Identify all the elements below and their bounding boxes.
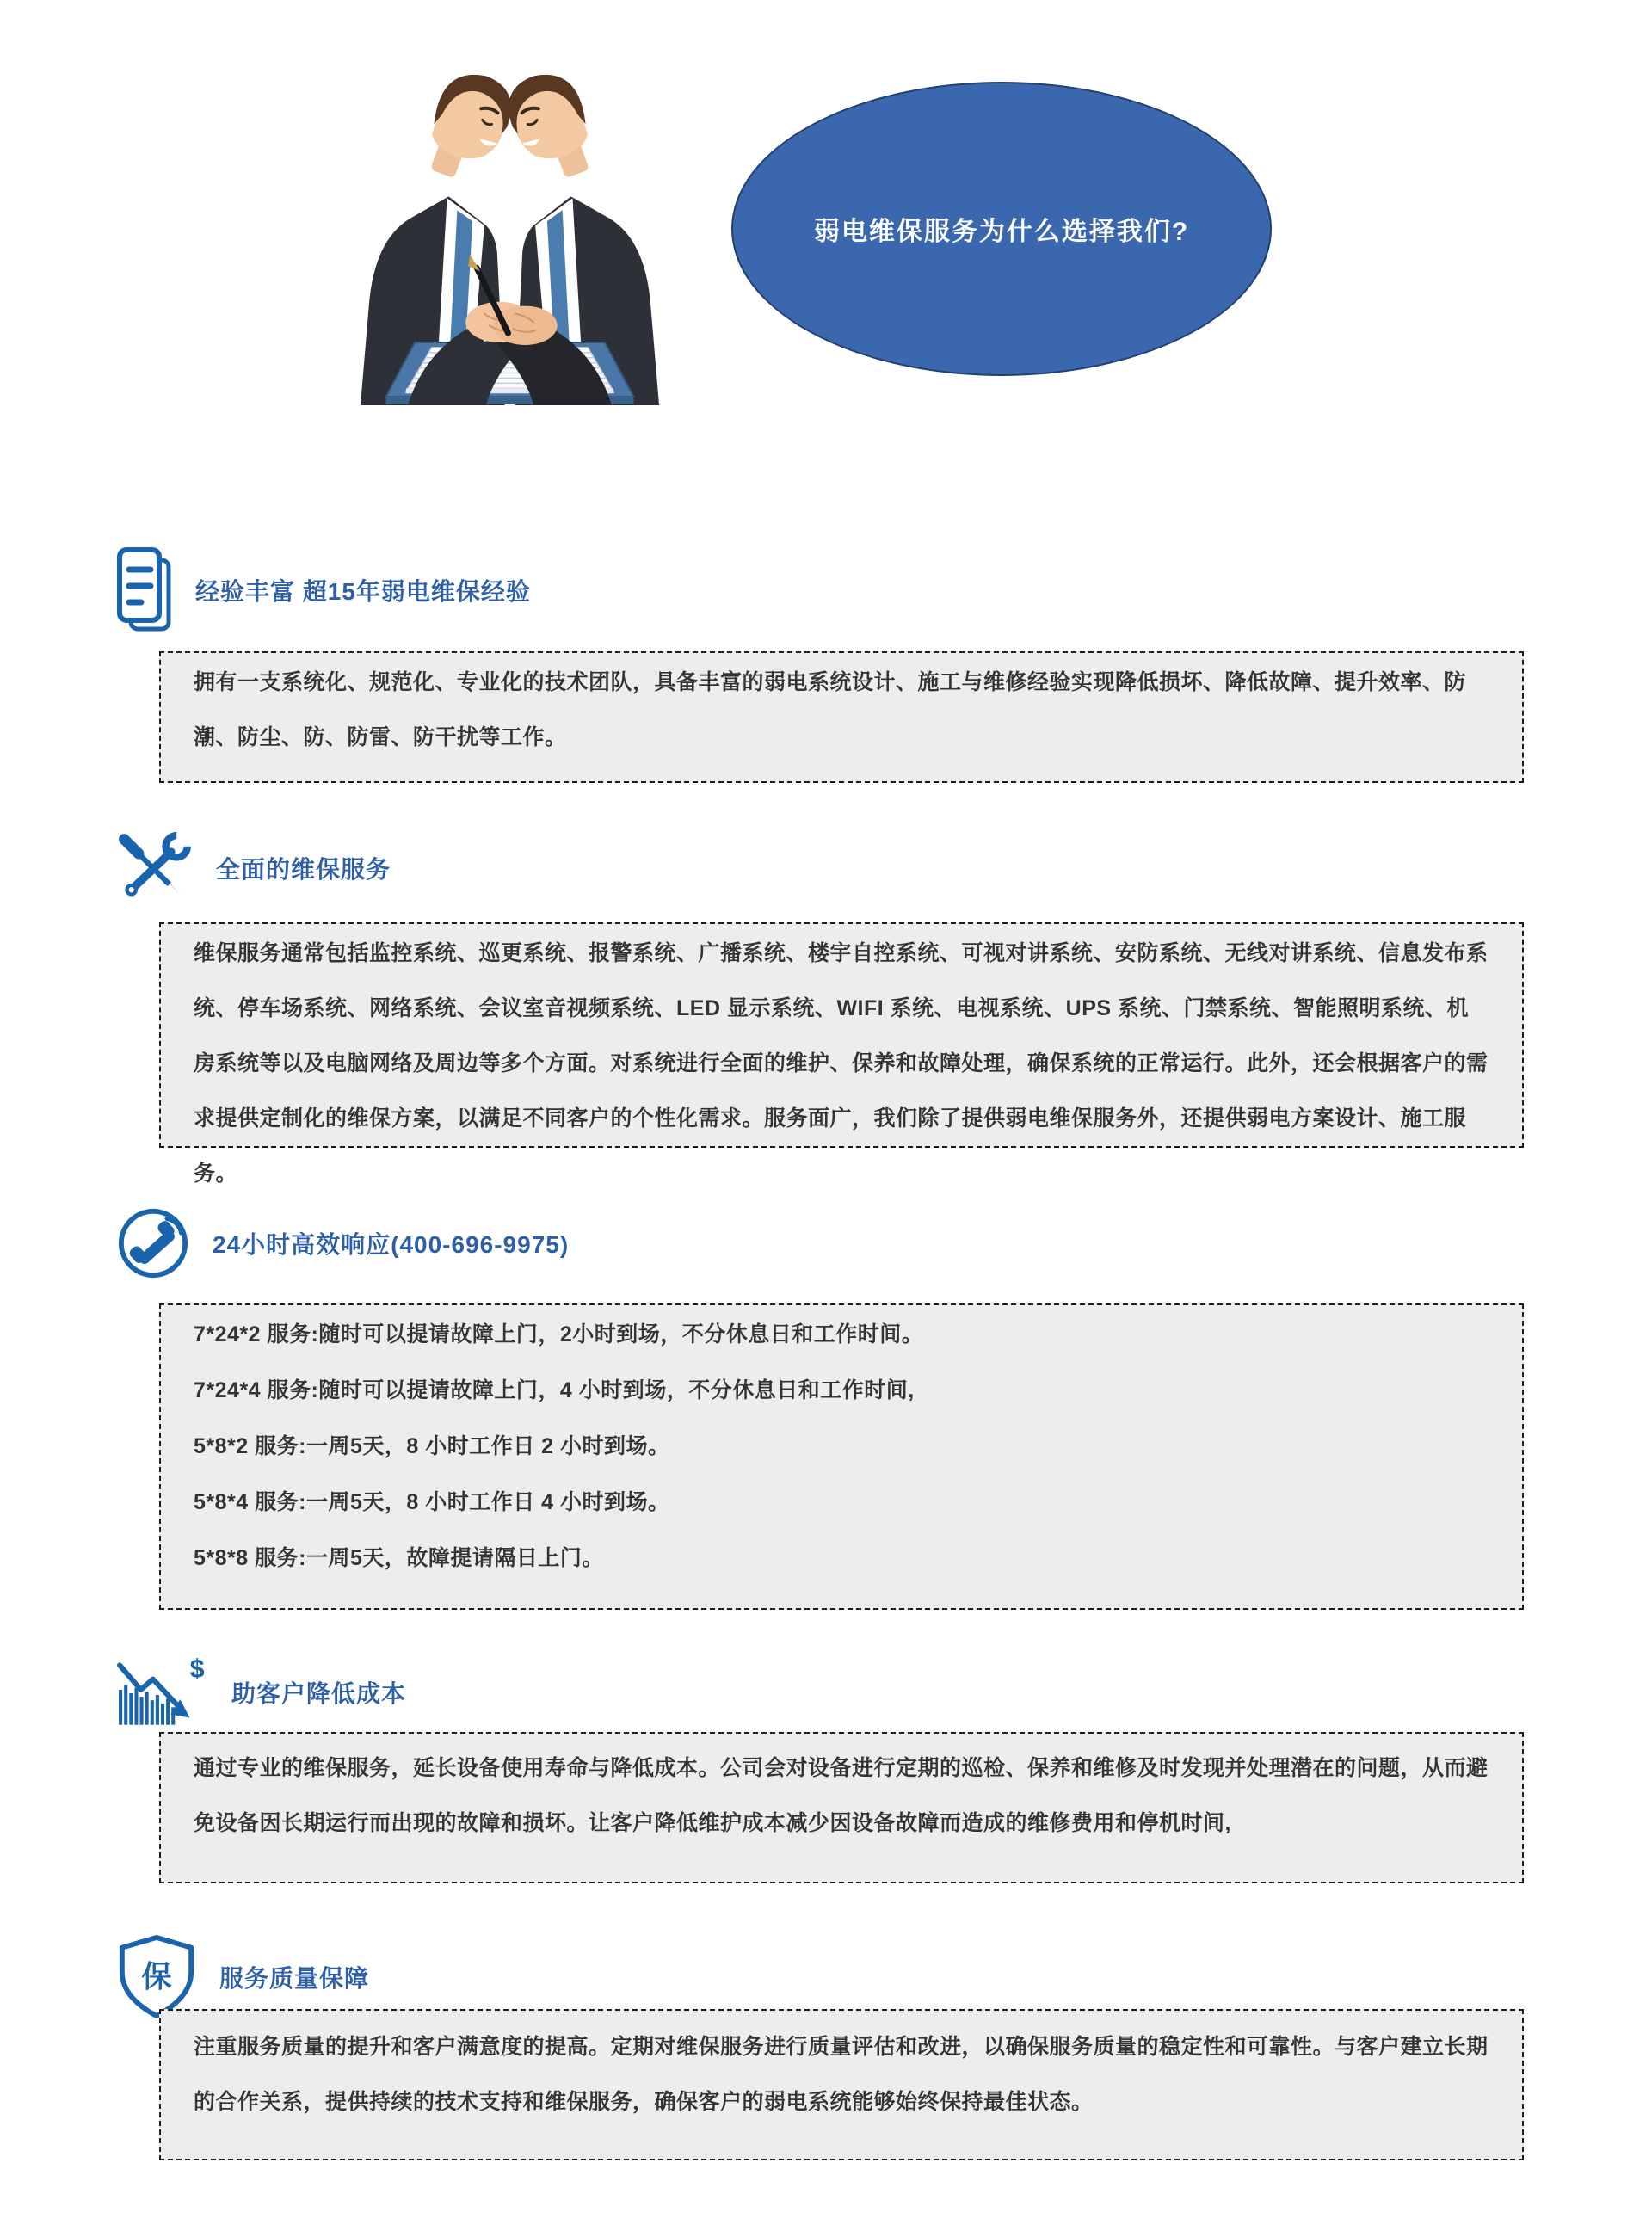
section-header-response	[116, 1206, 569, 1280]
tools-icon	[116, 832, 194, 904]
section-title-experience: 经验丰富 超15年弱电维保经验	[195, 578, 531, 605]
section-title-response: 24小时高效响应(400-696-9975)	[213, 1231, 570, 1258]
service-level-line: 5*8*8 服务:一周5天，故障提请隔日上门。	[194, 1546, 604, 1570]
quality-text: 注重服务质量的提升和客户满意度的提高。定期对维保服务进行质量评估和改进，以确保服务质量的稳定性和可靠性。与客户建立长期的合作关系，提供持续的技术支持和维保服务，确保客户的弱电系统能够始终保持最佳状态。	[194, 2035, 1489, 2114]
section-title-quality: 服务质量保障	[219, 1965, 370, 1992]
section-title-cost: 助客户降低成本	[231, 1680, 407, 1707]
document-icon	[116, 547, 173, 633]
businessmen-illustration	[357, 39, 663, 407]
section-header-cost	[116, 1655, 406, 1729]
bubble-text: 弱电维保服务为什么选择我们?	[813, 218, 1190, 246]
experience-text: 拥有一支系统化、规范化、专业化的技术团队，具备丰富的弱电系统设计、施工与维修经验实现降低损坏、降低故障、提升效率、防潮、防尘、防、防雷、防干扰等工作。	[194, 670, 1467, 749]
service-level-line: 7*24*4 服务:随时可以提请故障上门，4 小时到场，不分休息日和工作时间,	[194, 1378, 915, 1402]
service-level-line: 7*24*2 服务:随时可以提请故障上门，2小时到场，不分休息日和工作时间。	[194, 1322, 924, 1347]
dollar-glyph: $	[189, 1655, 205, 1684]
section-body-services	[159, 922, 1524, 1186]
section-body-quality	[159, 2009, 1524, 2160]
shield-glyph: 保	[141, 1960, 172, 1994]
shield-icon	[116, 1933, 197, 2021]
question-bubble	[731, 82, 1272, 376]
section-header-services	[116, 826, 391, 910]
services-text: 维保服务通常包括监控系统、巡更系统、报警系统、广播系统、楼宇自控系统、可视对讲系统、安防系统、无线对讲系统、信息发布系统、停车场系统、网络系统、会议室音视频系统、LED 显示系统、WIFI 系统、电视系统、UPS 系统、门禁系统、智能照明系统、机房系统等以及电脑网络及周边等多个方面。对系统进行全面的维护、保养和故障处理，确保系统的正常运行。此外，还会根据客户的需求提供定制化的维保方案，以满足不同客户的个性化需求。服务面广，我们除了提供弱电维保服务外，还提供弱电方案设计、施工服务。	[194, 941, 1489, 1186]
section-body-cost	[159, 1732, 1524, 1883]
service-level-line: 5*8*4 服务:一周5天，8 小时工作日 4 小时到场。	[194, 1490, 670, 1514]
section-body-response	[159, 1303, 1524, 1610]
section-body-experience	[159, 651, 1524, 783]
phone-icon	[116, 1206, 190, 1280]
cost-down-icon	[116, 1655, 209, 1730]
cost-text: 通过专业的维保服务，延长设备使用寿命与降低成本。公司会对设备进行定期的巡检、保养和维修及时发现并处理潜在的问题，从而避免设备因长期运行而出现的故障和损坏。让客户降低维护成本减少因设备故障而造成的维修费用和停机时间,	[194, 1756, 1489, 1835]
section-title-services: 全面的维保服务	[216, 856, 391, 883]
section-header-experience	[116, 547, 531, 633]
service-level-line: 5*8*2 服务:一周5天，8 小时工作日 2 小时到场。	[194, 1434, 670, 1458]
